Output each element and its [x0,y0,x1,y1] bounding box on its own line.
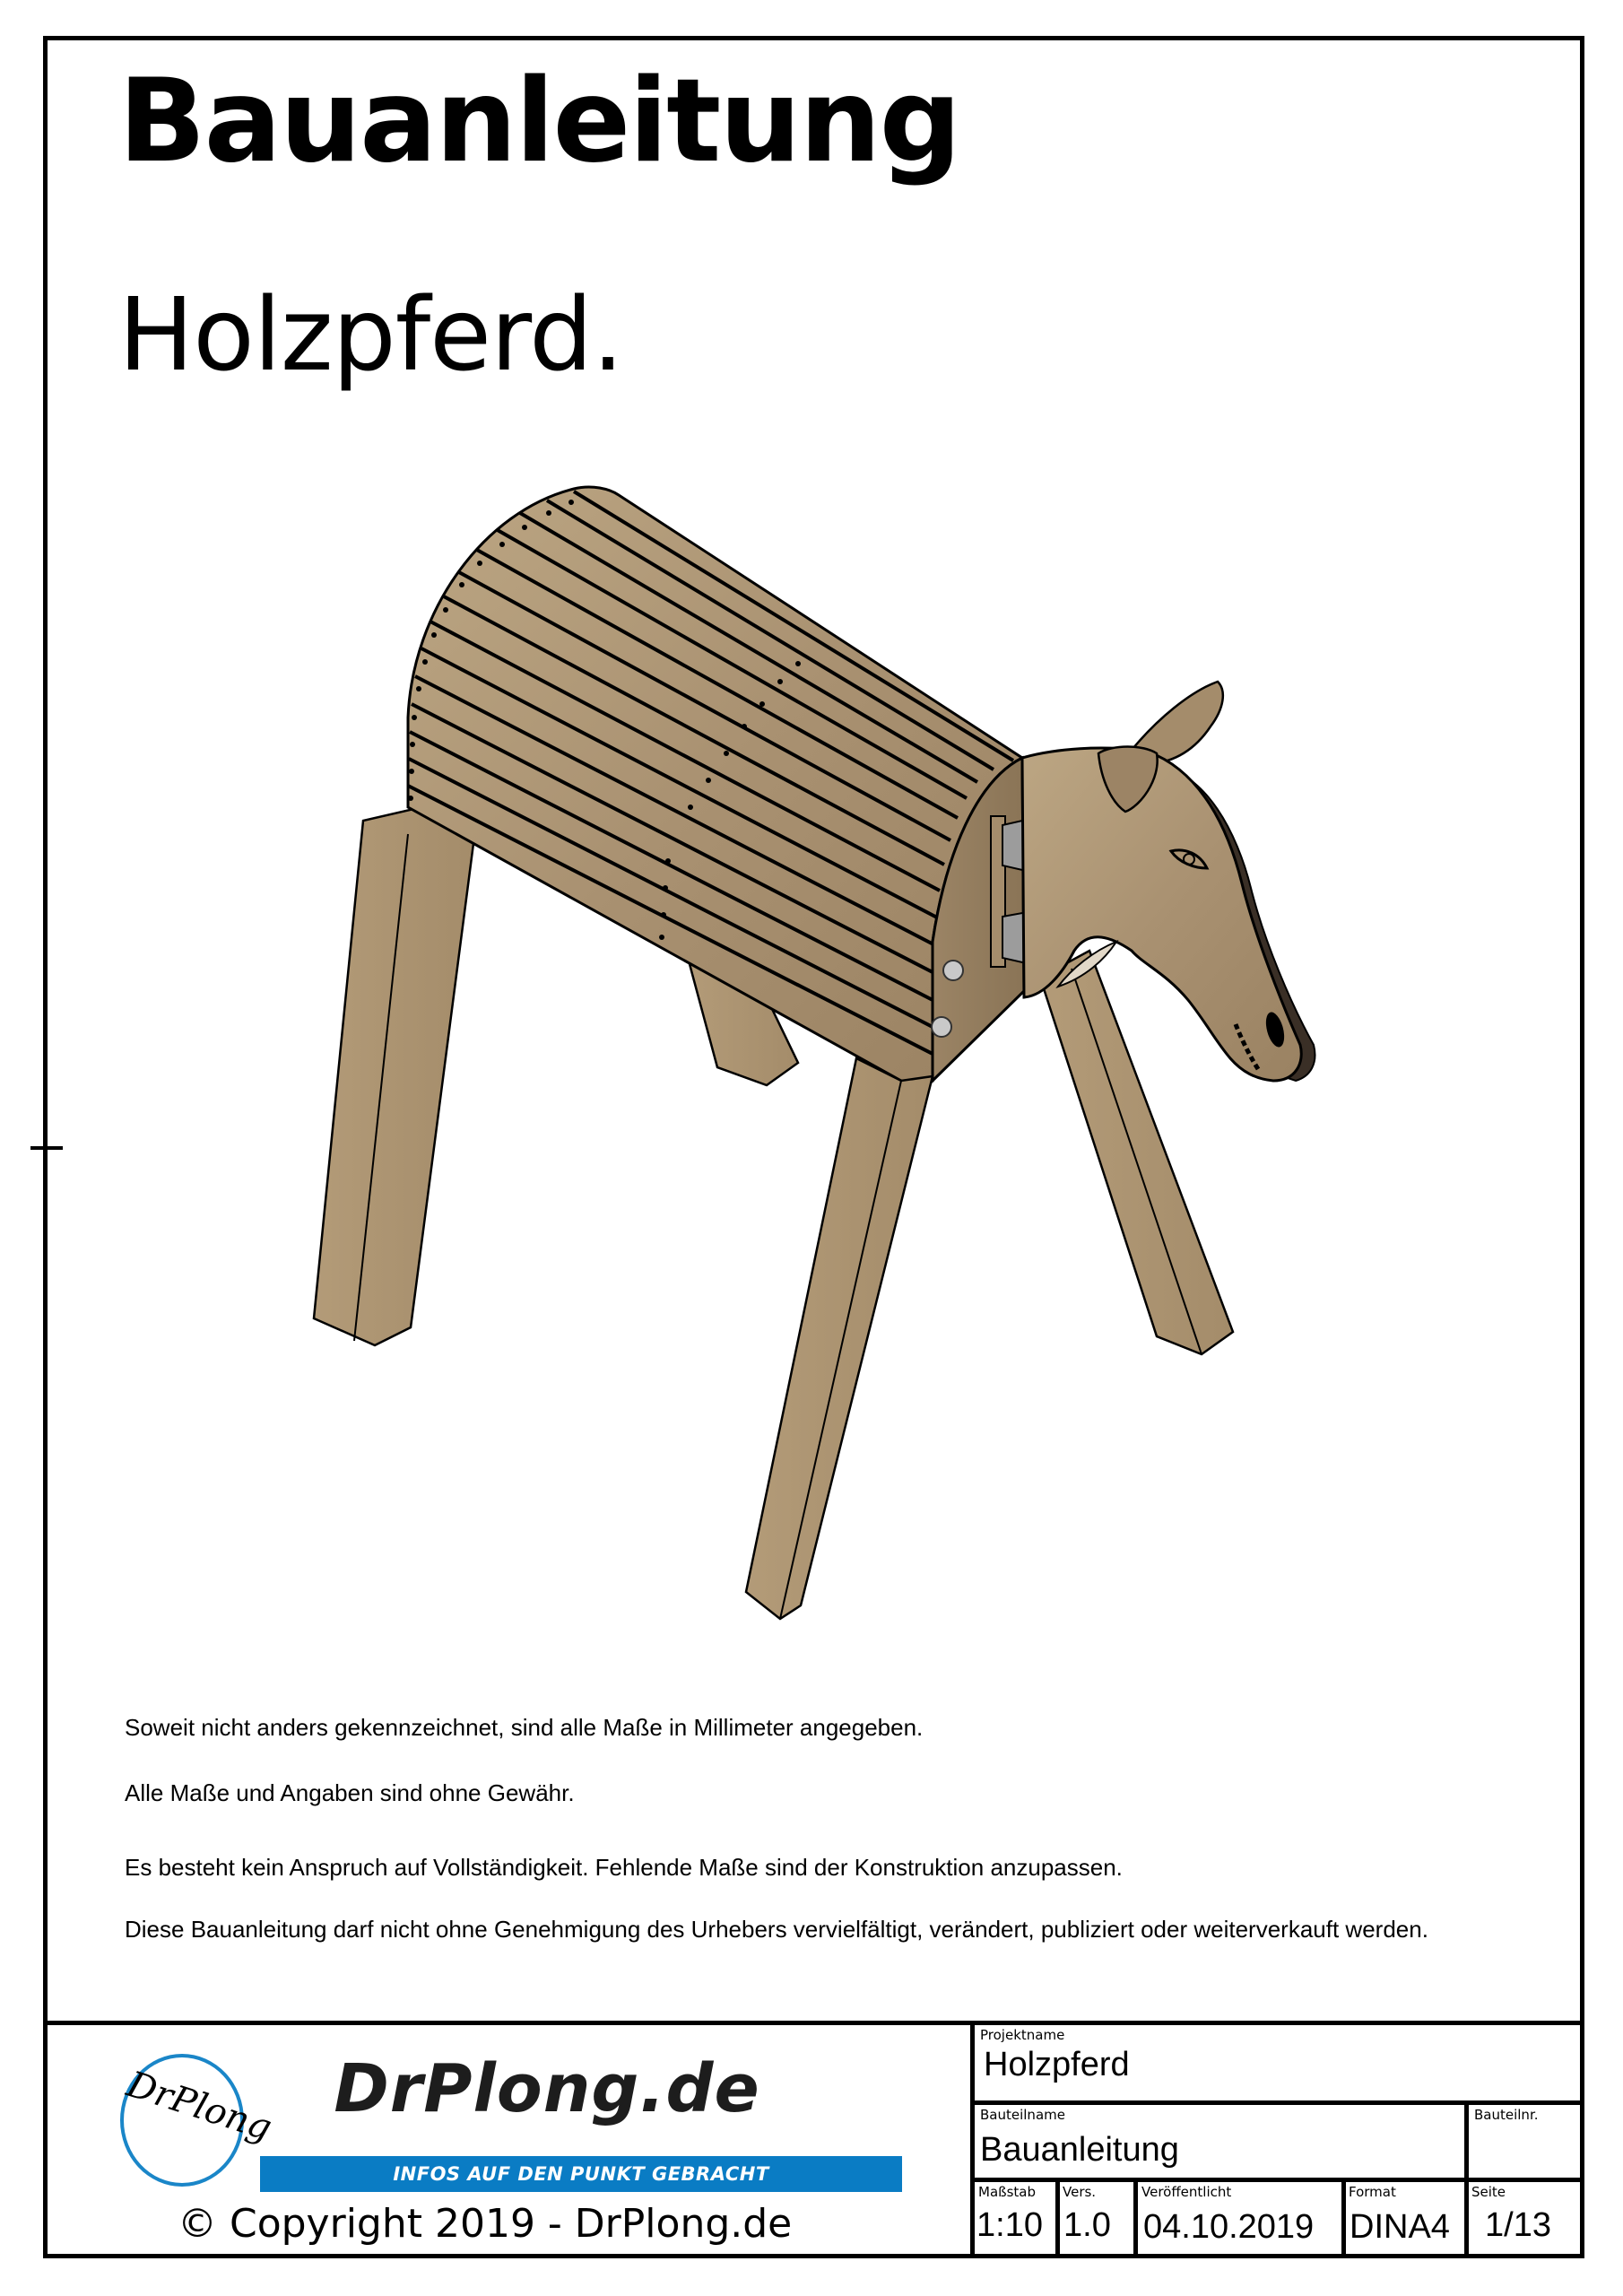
format-value: DINA4 [1350,2208,1450,2246]
document-title: Bauanleitung [118,55,960,188]
cell-version [1060,2182,1133,2258]
cell-massstab [975,2182,1055,2258]
copyright-text: © Copyright 2019 - DrPlong.de [178,2201,793,2247]
wooden-horse-illustration [296,466,1345,1632]
bolt-icon [932,1017,951,1037]
bauteilname-label: Bauteilname [980,2107,1065,2123]
projektname-value: Holzpferd [984,2046,1130,2083]
version-value: 1.0 [1063,2206,1111,2244]
cell-veroeffentlicht [1138,2182,1341,2258]
bauteilnr-label: Bauteilnr. [1474,2107,1539,2123]
format-label: Format [1349,2184,1396,2200]
logo-signature: DrPlong [122,2064,277,2150]
note-completeness: Es besteht kein Anspruch auf Vollständigkeit. Fehlende Maße sind der Konstruktion anzupassen. [125,1854,1123,1881]
title-block [43,2021,1584,2258]
bolt-icon [943,961,963,980]
leg-back-left [314,807,475,1345]
cell-bauteilnr [1469,2105,1584,2178]
cell-projektname [975,2025,1584,2100]
version-label: Vers. [1063,2184,1097,2200]
veroeffentlicht-value: 04.10.2019 [1143,2208,1315,2246]
note-units: Soweit nicht anders gekennzeichnet, sind alle Maße in Millimeter angegeben. [125,1714,924,1741]
cell-bauteilname [975,2105,1464,2178]
center-mark [30,1146,63,1150]
massstab-value: 1:10 [976,2206,1043,2244]
bauteilname-value: Bauanleitung [980,2131,1179,2169]
projektname-label: Projektname [980,2027,1065,2043]
note-copyright: Diese Bauanleitung darf nicht ohne Genehmigung des Urhebers vervielfältigt, verändert, publiziert oder weiterverkauft werden. [125,1916,1428,1943]
veroeffentlicht-label: Veröffentlicht [1141,2184,1232,2200]
note-disclaimer: Alle Maße und Angaben sind ohne Gewähr. [125,1779,575,1806]
cell-format [1346,2182,1464,2258]
leg-front-left [746,1058,933,1619]
logo-area [43,2025,972,2258]
seite-label: Seite [1471,2184,1506,2200]
cell-seite [1469,2182,1584,2258]
brand-tagline: INFOS AUF DEN PUNKT GEBRACHT [260,2156,902,2192]
brand-name: DrPlong.de [334,2050,760,2127]
massstab-label: Maßstab [978,2184,1036,2200]
document-subtitle: Holzpferd. [118,277,623,394]
seite-value: 1/13 [1485,2206,1551,2244]
